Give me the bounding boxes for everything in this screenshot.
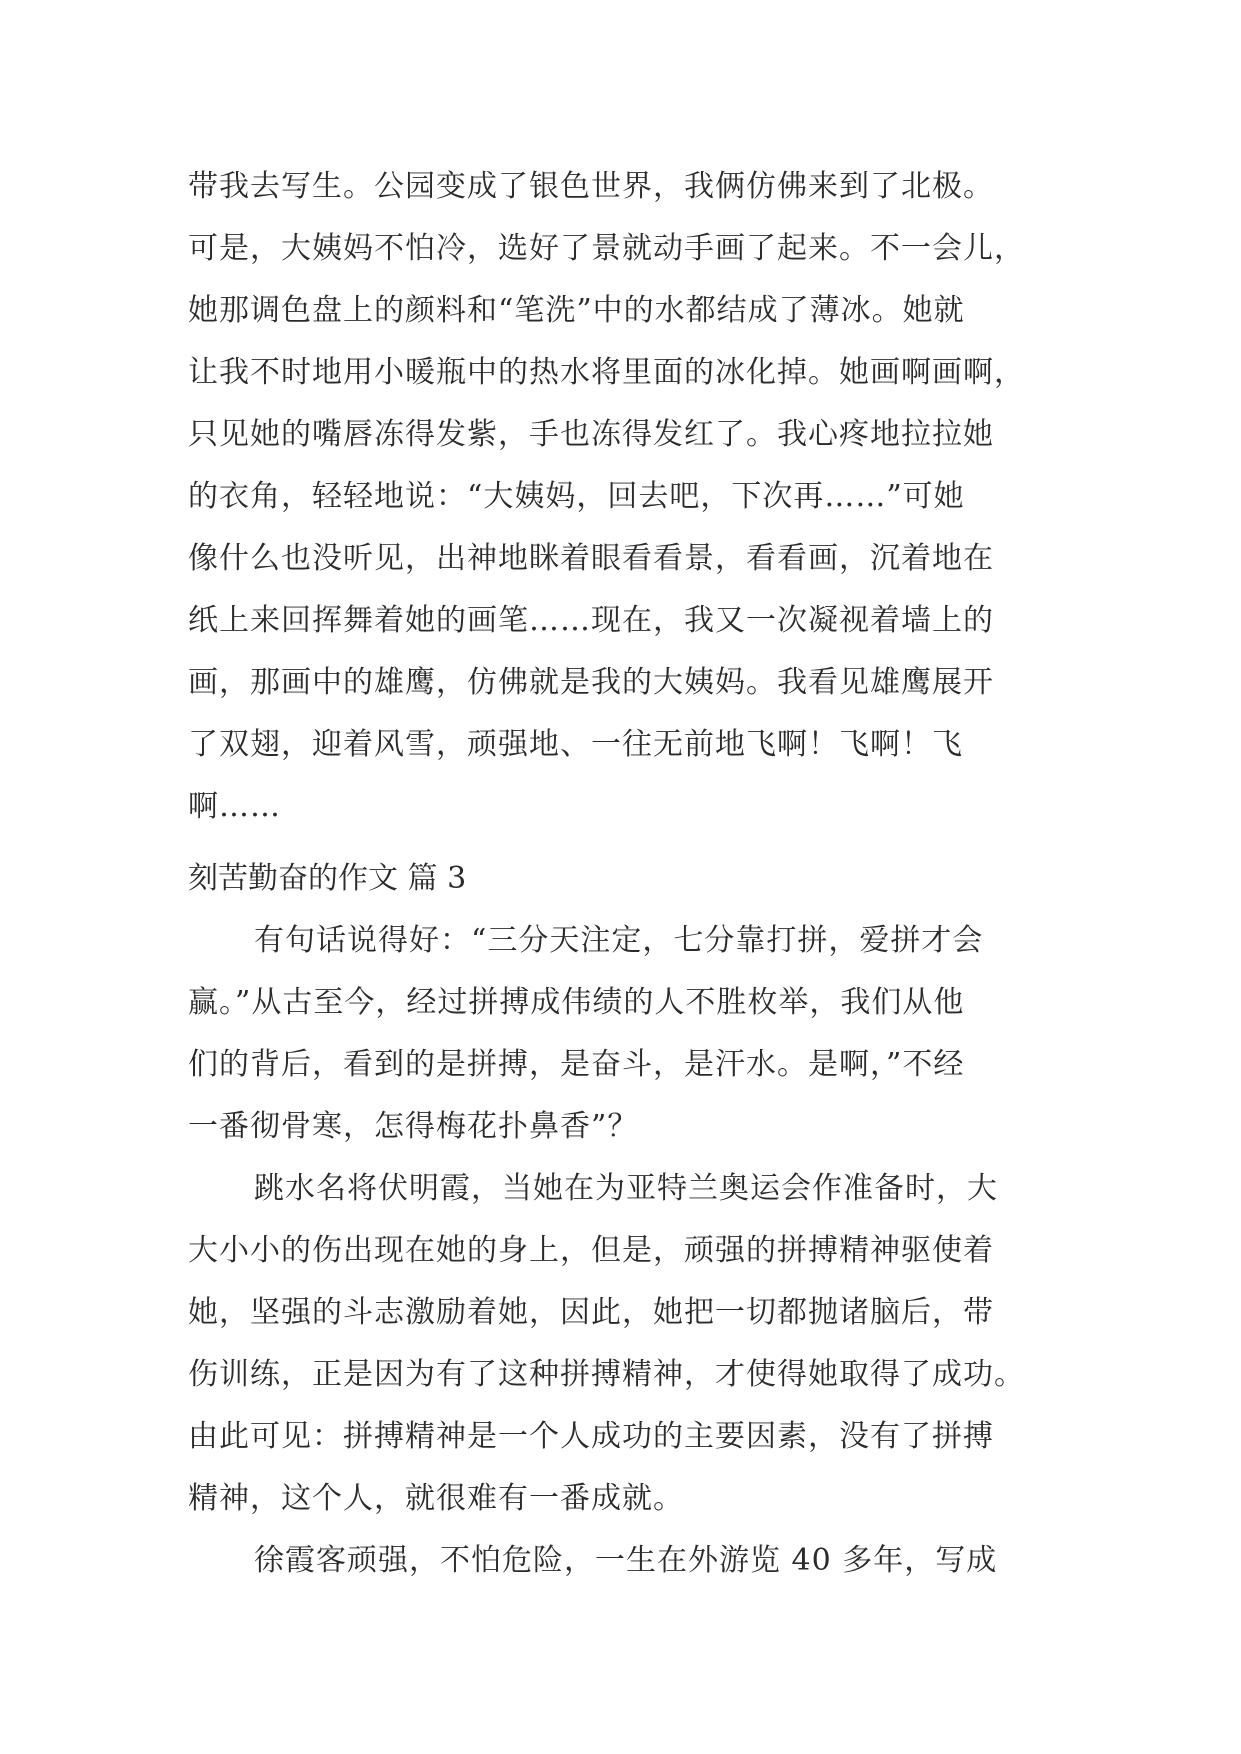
text-line: 她，坚强的斗志激励着她，因此，她把一切都抛诸脑后，带 xyxy=(188,1295,994,1330)
text-line: 的衣角，轻轻地说：“大姨妈，回去吧，下次再……”可她 xyxy=(188,479,965,514)
section-heading: 刻苦勤奋的作文 篇 3 xyxy=(188,861,467,896)
text-line: 了双翅，迎着风雪，顽强地、一往无前地飞啊！飞啊！飞 xyxy=(188,727,963,762)
text-line: 纸上来回挥舞着她的画笔……现在，我又一次凝视着墙上的 xyxy=(188,603,994,638)
text-line: 赢。”从古至今，经过拼搏成伟绩的人不胜枚举，我们从他 xyxy=(188,985,965,1020)
text-line: 只见她的嘴唇冻得发紫，手也冻得发红了。我心疼地拉拉她 xyxy=(188,417,994,452)
text-line: 啊…… xyxy=(188,789,281,824)
text-line: 画，那画中的雄鹰，仿佛就是我的大姨妈。我看见雄鹰展开 xyxy=(188,665,994,700)
text-line: 徐霞客顽强，不怕危险，一生在外游览 40 多年，写成 xyxy=(254,1543,998,1578)
text-line: 她那调色盘上的颜料和“笔洗”中的水都结成了薄冰。她就 xyxy=(188,293,965,328)
section-body xyxy=(188,910,1068,1592)
text-line: 可是，大姨妈不怕冷，选好了景就动手画了起来。不一会儿， xyxy=(188,231,1025,266)
text-line: 带我去写生。公园变成了银色世界，我俩仿佛来到了北极。 xyxy=(188,169,994,204)
paragraph xyxy=(188,1158,1068,1530)
continuation-paragraph xyxy=(188,156,1068,838)
text-line: 精神，这个人，就很难有一番成就。 xyxy=(188,1481,684,1516)
paragraph xyxy=(188,1530,1068,1592)
text-line: 跳水名将伏明霞，当她在为亚特兰奥运会作准备时，大 xyxy=(254,1171,998,1206)
paragraph xyxy=(188,910,1068,1158)
text-line: 让我不时地用小暖瓶中的热水将里面的冰化掉。她画啊画啊， xyxy=(188,355,1025,390)
text-line: 伤训练，正是因为有了这种拼搏精神，才使得她取得了成功。 xyxy=(188,1357,1025,1392)
text-line: 一番彻骨寒，怎得梅花扑鼻香”？ xyxy=(188,1109,639,1144)
text-line: 们的背后，看到的是拼搏，是奋斗，是汗水。是啊，”不经 xyxy=(188,1047,965,1082)
text-line: 有句话说得好：“三分天注定，七分靠打拼，爱拼才会 xyxy=(254,923,984,958)
text-line: 由此可见：拼搏精神是一个人成功的主要因素，没有了拼搏 xyxy=(188,1419,994,1454)
text-line: 像什么也没听见，出神地眯着眼看看景，看看画，沉着地在 xyxy=(188,541,994,576)
text-line: 大小小的伤出现在她的身上，但是，顽强的拼搏精神驱使着 xyxy=(188,1233,994,1268)
